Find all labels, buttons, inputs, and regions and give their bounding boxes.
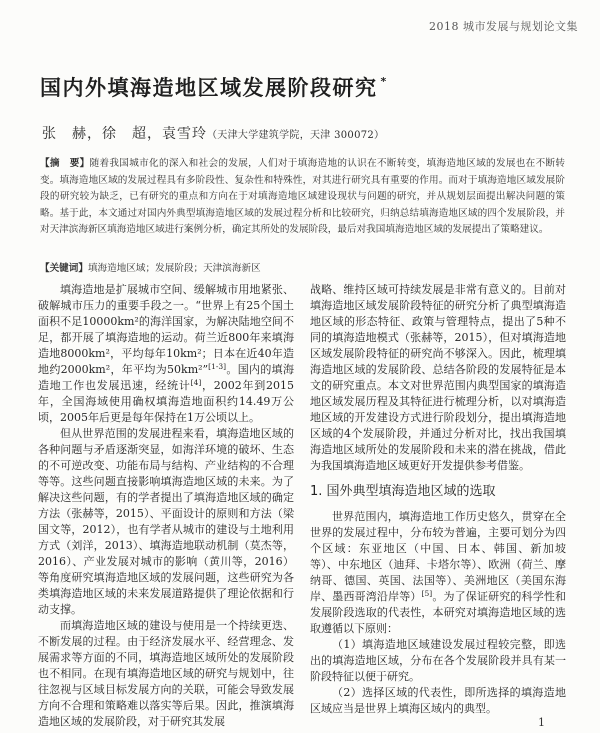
citation-mark: [4] [190,378,202,387]
body-left-column [38,282,294,731]
principle-item: （2）选择区域的代表性，即所选择的填海造地区域应当是世界上填海区域内的典型。 [310,686,566,715]
body-paragraph [38,282,294,426]
body-right-column [310,282,566,731]
running-header: 2018 城市发展与规划论文集 [429,20,578,33]
abstract-label: 【摘 要】 [40,158,90,169]
text-run: 但从世界范围的发展进程来看，填海造地区域的各种问题与矛盾逐渐突显，如海洋环境的破坏、生态的不可逆改变、功能布局与结构、产业结构的不合理等等。这些问题直接影响填海造地区域的未来。为了解决这些问题，有的学者提出了填海造地区域的确定方法（张赫等，2015）、平面设计的原则和方法（梁国文等，2012），也有学者从城市的建设与土地利用方式（刘洋，2013）、填海造地联动机制（莫杰等，2016）、产业发展对城市的影响（黄川等，2016）等角度研究填海造地区域的发展问题，这些研究为各类填海造地区域的未来发展道路提供了理论依据和行动支撑。 [38,427,294,616]
principle-item: （1）填海造地区域建设发展过程较完整，即选出的填海造地区域，分布在各个发展阶段并具有某一阶段特征以便于研究。 [310,638,566,683]
keywords [40,261,565,277]
body-paragraph [38,426,294,618]
abstract-text: 随着我国城市化的深入和社会的发展，人们对于填海造地的认识在不断转变，填海造地区域的发展也在不断转变。填海造地区域的发展过程具有多阶段性、复杂性和特殊性，对其进行研究具有重要的作用。而对于填海造地区域发展阶段的研究较为缺乏，已有研究的重点和方向在于对填海造地区域建设现状与问题的研究，并从规划层面提出解决问题的策略。基于此，本文通过对国内外典型填海造地区域的发展过程分析和比较研究，归纳总结填海造地区域的四个发展阶段，并对天津滨海新区填海造地区域进行案例分析，确定其所处的发展阶段，最后对我国填海造地区域的发展提出了策略建议。 [40,158,566,235]
author-affiliation: （天津大学建筑学院，天津 300072） [207,130,385,141]
citation-mark: [1-3] [208,362,227,371]
text-run: 。国内的填海造地工作也发展迅速，经统计 [38,363,294,392]
text-run: 世界范围内，填海造地工作历史悠久，贯穿在全世界的发展过程中，分布较为普遍，主要可划分为四个区域：东亚地区（中国、日本、韩国、新加坡等）、中东地区（迪拜、卡塔尔等）、欧洲（荷兰、摩纳哥、德国、英国、法国等）、美洲地区（美国东海岸、墨西哥湾沿岸等） [310,510,566,603]
keywords-text: 填海造地区域；发展阶段；天津滨海新区 [87,263,261,274]
paper-title-text: 国内外填海造地区域发展阶段研究 [40,76,378,100]
keywords-label: 【关键词】 [40,263,88,274]
author-line [42,123,384,143]
author-names: 张 赫，徐 超，袁雪玲 [42,126,207,142]
body-paragraph [38,618,294,730]
text-run: 战略、维持区域可持续发展是非常有意义的。目前对填海造地区域发展阶段特征的研究分析了典型填海造地区域的形态特征、政策与管理特点，提出了5种不同的填海造地模式（张赫等，2015），但对填海造地区域发展阶段特征的研究尚不够深入。因此，梳理填海造地区域的发展阶段、总结各阶段的发展特征是本文的研究重点。本文对世界范围内典型国家的填海造地区域发展历程及其特征进行梳理分析，以对填海造地区域的开发建设方式进行阶段划分，提出填海造地区域的4个发展阶段，并通过分析对比，找出我国填海造地区域所处的发展阶段和未来的潜在挑战，借此为我国填海造地区域更好开发提供参考借鉴。 [310,283,566,472]
section-heading: 1. 国外典型填海造地区域的选取 [310,484,496,499]
text-run: 而填海造地区域的建设与使用是一个持续更迭、不断发展的过程。由于经济发展水平、经营理念、发展需求等方面的不同，填海造地区域所处的发展阶段也不相同。在现有填海造地区域的研究与规划中，往往忽视与区域目标发展方向的关联，可能会导致发展方向不合理和策略难以落实等后果。因此，推演填海造地区域的发展阶段，对于研究其发展 [38,619,294,728]
text-run: 。为了保证研究的科学性和发展阶段选取的代表性，本研究对填海造地区域的选取遵循以下原则： [310,590,566,635]
citation-mark: [5] [421,589,433,598]
title-footnote-mark: * [380,75,388,88]
body-paragraph-continued [310,282,566,474]
text-run: 填海造地是扩展城市空间、缓解城市用地紧张、破解城市压力的重要手段之一。“世界上有25个国土面积不足10000km²的海洋国家，为解决陆地空间不足，都开展了填海造地的运动。荷兰近800年来填海造地8000km²，平均每年10km²；日本在近40年造地约2000km²，年平均为50km²” [38,283,294,376]
text-run: ，2002年到2015年，全国海域使用确权填海造地面积约14.49万公顷，2005年后更是每年保持在1万公顷以上。 [38,379,294,424]
paper-title [40,72,388,102]
body-paragraph [310,509,566,637]
page-number: 1 [538,716,545,729]
abstract [40,156,565,239]
